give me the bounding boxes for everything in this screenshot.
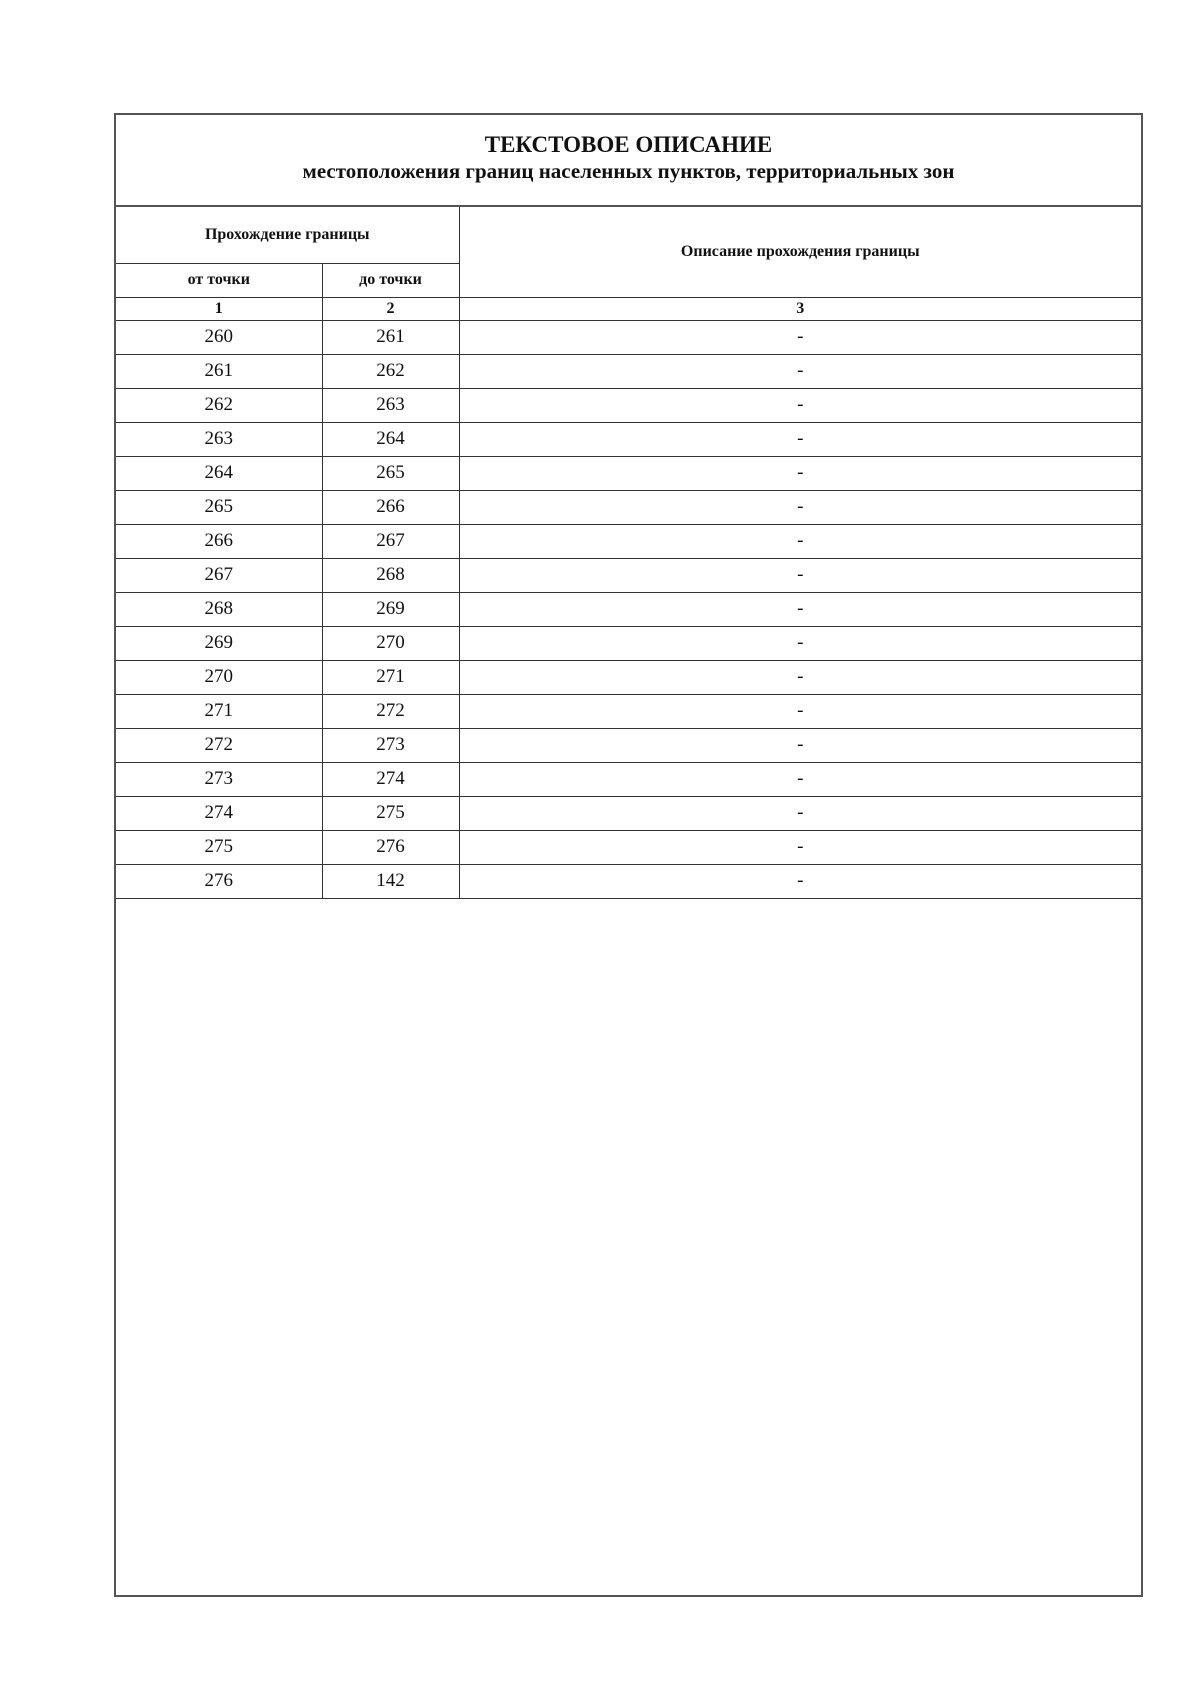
cell-to-point: 142 (322, 864, 459, 898)
cell-description: - (459, 524, 1141, 558)
cell-to-point: 269 (322, 592, 459, 626)
cell-description: - (459, 354, 1141, 388)
header-description: Описание прохождения границы (459, 207, 1141, 297)
cell-to-point: 265 (322, 456, 459, 490)
cell-to-point: 273 (322, 728, 459, 762)
table-row (116, 728, 1141, 762)
cell-from-point: 270 (116, 660, 322, 694)
cell-description: - (459, 830, 1141, 864)
table-row (116, 762, 1141, 796)
cell-to-point: 262 (322, 354, 459, 388)
cell-from-point: 274 (116, 796, 322, 830)
header-from-point: от точки (116, 263, 322, 297)
cell-to-point: 275 (322, 796, 459, 830)
table-row (116, 796, 1141, 830)
table-row (116, 660, 1141, 694)
cell-to-point: 266 (322, 490, 459, 524)
cell-from-point: 265 (116, 490, 322, 524)
table-header-row (116, 207, 1141, 263)
table-row (116, 592, 1141, 626)
table-row (116, 830, 1141, 864)
cell-description: - (459, 592, 1141, 626)
header-passage: Прохождение границы (116, 207, 459, 263)
table-row (116, 456, 1141, 490)
cell-description: - (459, 864, 1141, 898)
cell-to-point: 274 (322, 762, 459, 796)
column-number-row (116, 297, 1141, 320)
cell-from-point: 262 (116, 388, 322, 422)
cell-to-point: 271 (322, 660, 459, 694)
cell-from-point: 272 (116, 728, 322, 762)
cell-from-point: 276 (116, 864, 322, 898)
cell-description: - (459, 422, 1141, 456)
cell-description: - (459, 456, 1141, 490)
table-row (116, 864, 1141, 898)
table-row (116, 558, 1141, 592)
cell-to-point: 263 (322, 388, 459, 422)
table-row (116, 320, 1141, 354)
table-row (116, 694, 1141, 728)
cell-from-point: 275 (116, 830, 322, 864)
document-title: ТЕКСТОВОЕ ОПИСАНИЕ (484, 132, 773, 157)
table-row (116, 422, 1141, 456)
cell-from-point: 264 (116, 456, 322, 490)
table-row (116, 354, 1141, 388)
table-row (116, 388, 1141, 422)
cell-description: - (459, 558, 1141, 592)
cell-from-point: 268 (116, 592, 322, 626)
cell-from-point: 267 (116, 558, 322, 592)
table-row (116, 626, 1141, 660)
column-number-1: 1 (116, 297, 322, 320)
cell-from-point: 273 (116, 762, 322, 796)
header-to-point: до точки (322, 263, 459, 297)
cell-description: - (459, 796, 1141, 830)
cell-from-point: 266 (116, 524, 322, 558)
cell-from-point: 261 (116, 354, 322, 388)
cell-to-point: 268 (322, 558, 459, 592)
table-row (116, 490, 1141, 524)
cell-to-point: 276 (322, 830, 459, 864)
document-frame (114, 113, 1143, 1597)
column-number-2: 2 (322, 297, 459, 320)
cell-description: - (459, 694, 1141, 728)
cell-description: - (459, 490, 1141, 524)
cell-to-point: 270 (322, 626, 459, 660)
cell-from-point: 260 (116, 320, 322, 354)
cell-description: - (459, 762, 1141, 796)
cell-description: - (459, 626, 1141, 660)
cell-description: - (459, 660, 1141, 694)
title-block (116, 115, 1141, 207)
cell-to-point: 267 (322, 524, 459, 558)
cell-from-point: 271 (116, 694, 322, 728)
cell-to-point: 264 (322, 422, 459, 456)
column-number-3: 3 (459, 297, 1141, 320)
document-subtitle: местоположения границ населенных пунктов, территориальных зон (302, 159, 955, 183)
table-row (116, 524, 1141, 558)
cell-from-point: 269 (116, 626, 322, 660)
cell-description: - (459, 728, 1141, 762)
cell-description: - (459, 388, 1141, 422)
cell-from-point: 263 (116, 422, 322, 456)
cell-description: - (459, 320, 1141, 354)
boundary-table (116, 207, 1141, 899)
cell-to-point: 272 (322, 694, 459, 728)
cell-to-point: 261 (322, 320, 459, 354)
